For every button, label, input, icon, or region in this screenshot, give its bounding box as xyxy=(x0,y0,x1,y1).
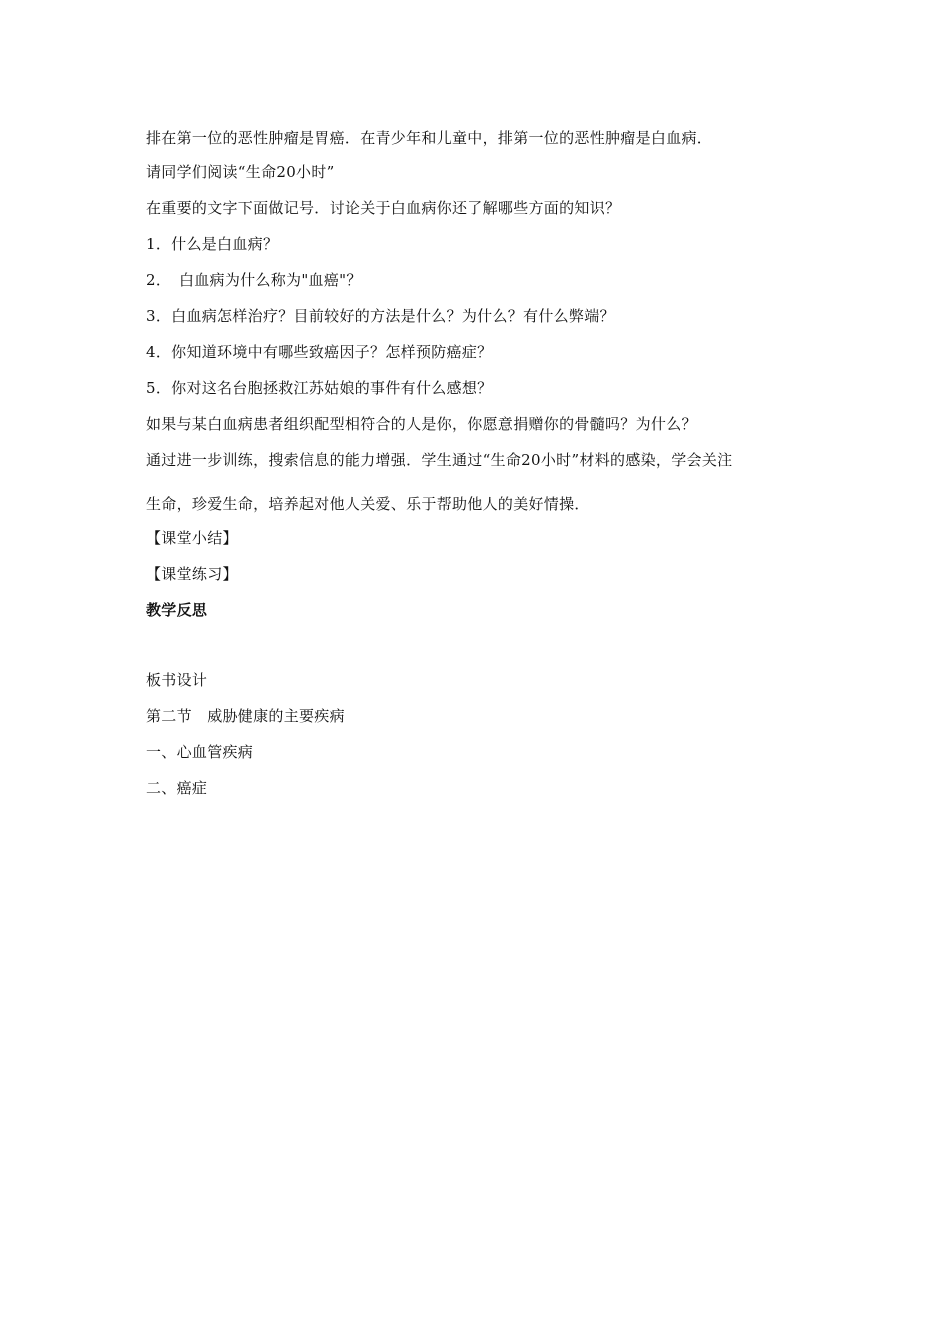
paragraph-training-goal: 通过进一步训练，搜索信息的能力增强．学生通过“生命20小时”材料的感染，学会关注 xyxy=(146,451,733,469)
question-4: 4．你知道环境中有哪些致癌因子？怎样预防癌症？ xyxy=(146,343,493,361)
question-1: 1．什么是白血病？ xyxy=(146,235,279,253)
section-practice: 【课堂练习】 xyxy=(146,565,238,583)
board-design-item-2: 二、癌症 xyxy=(146,779,208,797)
section-summary: 【课堂小结】 xyxy=(146,529,238,547)
paragraph-malignant-tumors: 排在第一位的恶性肿瘤是胃癌．在青少年和儿童中，排第一位的恶性肿瘤是白血病． xyxy=(146,129,713,147)
reflection-heading: 教学反思 xyxy=(146,601,208,619)
paragraph-reading-prompt: 请同学们阅读“生命20小时” xyxy=(146,163,335,181)
board-design-item-1: 一、心血管疾病 xyxy=(146,743,254,761)
paragraph-discussion-prompt: 在重要的文字下面做记号．讨论关于白血病你还了解哪些方面的知识？ xyxy=(146,199,621,217)
board-design-heading: 板书设计 xyxy=(146,671,208,689)
paragraph-bone-marrow-question: 如果与某白血病患者组织配型相符合的人是你，你愿意捐赠你的骨髓吗？为什么？ xyxy=(146,415,697,433)
board-design-title: 第二节 威胁健康的主要疾病 xyxy=(146,707,345,725)
question-2: 2． 白血病为什么称为"血癌"？ xyxy=(146,271,362,289)
question-3: 3．白血病怎样治疗？目前较好的方法是什么？为什么？有什么弊端？ xyxy=(146,307,615,325)
question-5: 5．你对这名台胞拯救江苏姑娘的事件有什么感想？ xyxy=(146,379,493,397)
paragraph-training-goal-cont: 生命，珍爱生命，培养起对他人关爱、乐于帮助他人的美好情操． xyxy=(146,495,590,513)
